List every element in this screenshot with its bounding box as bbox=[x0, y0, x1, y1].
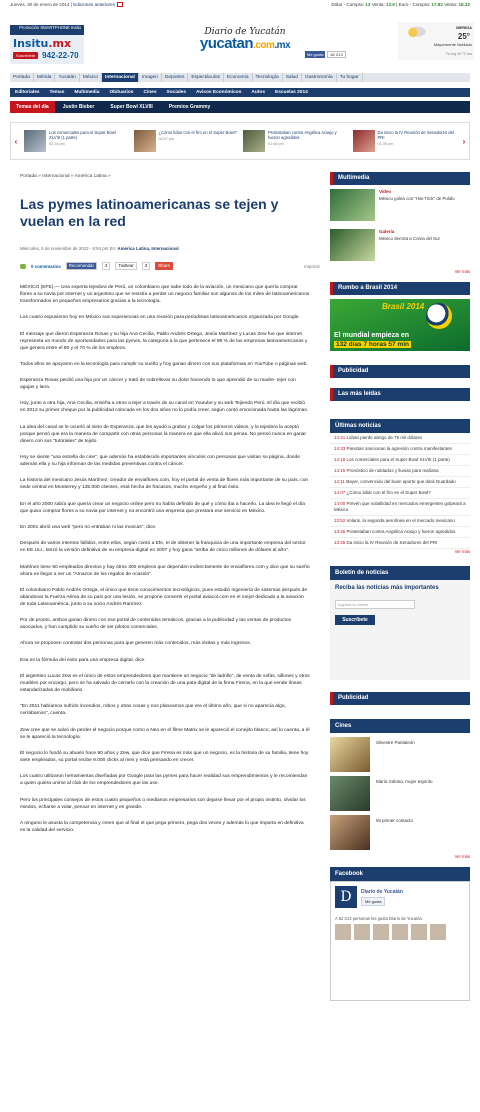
paragraph: La historia del mexicano Jesús Martínez, creador de enviaflores.com, hoy el portal de venta de flores más importante de su país, con sede central en Monterrey y 135.000 clientes, está hecha de fracasos, mucho empeño y al final éxito. bbox=[20, 478, 309, 491]
paragraph: Los cuatro expusieron hoy en México sus experiencias en una reunión para periodistas latinoamericanos organizada por Google. bbox=[20, 315, 300, 321]
calendar-icon[interactable] bbox=[117, 2, 123, 7]
story-item[interactable]: Los comerciales para el Super Bowl XLVIII (1 parte) 02:18 pm bbox=[21, 130, 131, 152]
list-item[interactable]: 14:18 Los comerciales para el Super Bowl XLVIII (1 parte) bbox=[330, 455, 470, 466]
brasil-header: Rumbo a Brasil 2014 bbox=[330, 282, 470, 295]
topic-link[interactable]: Premios Grammy bbox=[168, 104, 211, 110]
date-text: Jueves, 30 de enero de 2014 bbox=[10, 2, 70, 7]
multimedia-item[interactable]: Video México golea con "Hat-Trick" de Pulido bbox=[330, 189, 470, 221]
nav-deportes[interactable]: Deportes bbox=[162, 73, 188, 82]
facebook-like-count: 82 013 bbox=[327, 51, 345, 58]
share-button[interactable]: Share bbox=[155, 262, 173, 270]
topic-link[interactable]: Super Bowl XLVIII bbox=[110, 104, 153, 110]
nav-espectaculos[interactable]: Espectáculos bbox=[188, 73, 224, 82]
nav-merida[interactable]: Mérida bbox=[34, 73, 56, 82]
latest-news-list bbox=[330, 433, 470, 549]
paragraph: Martínez tiene 50 empleados directos y hay otros 300 empleos que dependen indirectamente de enviaflores.com y dice que su sueño ahora es llegar a ser un "Amazon de los regalos de ocasión". bbox=[20, 564, 310, 577]
story-item[interactable]: Protestaban contra Angélica Araujo y fueron agredidos 01:46 pm bbox=[240, 130, 350, 152]
nav-editoriales[interactable]: Editoriales bbox=[15, 90, 40, 95]
topics-bar bbox=[10, 101, 470, 113]
nav-avisos[interactable]: Avisos Económicos bbox=[195, 90, 242, 95]
facebook-like-button[interactable]: Me gusta bbox=[307, 52, 324, 57]
soccer-ball-icon bbox=[426, 303, 452, 329]
paragraph: Por de pronto, ambos ganan dinero con ese portal de contenidos temáticos, gracias a la publicidad y las ventas de productos asociados, y han cumplido su sueño de ser pilotos comerciales. bbox=[20, 618, 292, 631]
nav-imagen[interactable]: Imagen bbox=[139, 73, 162, 82]
paragraph: Hoy, junto a otra hija, Ana Cecilia, enseña a otros a tejer a través de su canal en Youtube y su web Tejiendo Perú. El día que recibió en 2012 su primer cheque por la publicidad colocada en los dos sitios no lo podía creer, según contó emocionada hasta las lágrimas. bbox=[20, 401, 309, 414]
weather-widget[interactable]: MERIDA 25° Mayormente Nublado Tu hoy 10 °C hrs bbox=[398, 22, 474, 60]
multimedia-thumbnail bbox=[330, 189, 375, 221]
article-headline: Las pymes latinoamericanas se tejen y vuelan en la red bbox=[20, 196, 279, 229]
email-field[interactable]: Ingresa tu correo bbox=[335, 600, 415, 609]
share-bar bbox=[20, 261, 320, 271]
paragraph: "En 2011 habíamos sufrido incendios, robos y otras cosas y nos planeamos que era el último año, que si no aparecía algo, cerrábamos", cuenta. bbox=[20, 704, 286, 717]
article-meta: Miércoles, 6 de noviembre de 2013 - 6:54 pm En: América Latina, Internacional bbox=[20, 246, 179, 251]
topic-link[interactable]: Justin Bieber bbox=[62, 104, 95, 110]
paragraph: El colombiano Pablo Andrés Ortega, el único que tiene conocimientos tecnológicos, pues estudió ingeniería de sistemas después de abandonar la Fuerza Aérea de su país por una lesión, se propone convertir el portal aviacol.com en el mejor dedicado a la aviación de toda Latinoamérica, junto a su socio Andrés Ramírez. bbox=[20, 587, 308, 607]
nav-mexico[interactable]: México bbox=[80, 73, 102, 82]
tweet-count: 3 bbox=[142, 262, 150, 270]
countdown: 132 días 7 horas 57 min bbox=[336, 341, 409, 348]
paragraph: Ahora se proponen contratar dos personas para que generen más contenidos, más visitas y más ingresos. bbox=[20, 641, 252, 647]
paragraph: El mensaje que dieron Esperanza Rosas y su hija Ana Cecilia, Pablo Andrés Ortega, Jesús Martínez y Lucas Zew fue que internet representa un mundo de oportunidades para las pymes, la categoría a la que pertenece el 99 % de las empresas latinoamericanas y que genera entre el 60 y el 70 % de los empleos. bbox=[20, 331, 308, 351]
paragraph: Esa es la fórmula del éxito para una empresa digital, dice. bbox=[20, 657, 146, 663]
nav-escuelas[interactable]: Escuelas 2014 bbox=[275, 90, 308, 95]
nav-tecnologia[interactable]: Tecnología bbox=[253, 73, 283, 82]
newsletter-header: Boletín de noticias bbox=[330, 566, 470, 580]
fan-avatars bbox=[335, 924, 465, 940]
paragraph: A ninguno le asusta la competencia y creen que al final el que pega primero, pega dos veces y además lo que importa en definitiva es la calidad del servicio. bbox=[20, 820, 304, 833]
cines-header: Cines bbox=[330, 719, 470, 733]
topics-label: Temas del día bbox=[10, 101, 55, 113]
movie-item[interactable]: Silvestre Pantaleón bbox=[330, 737, 470, 772]
facebook-like-button[interactable]: Me gusta bbox=[361, 897, 385, 906]
publicidad-header: Publicidad bbox=[330, 365, 470, 378]
nav-gastronomia[interactable]: Gastronomía bbox=[302, 73, 337, 82]
story-thumbnail bbox=[353, 130, 375, 152]
story-item[interactable]: Da inicio la IV Reunión de Senadores del PRI 01:35 pm bbox=[350, 130, 460, 152]
paragraph: En el año 2000 sabía que quería crear un negocio online pero no había definido de qué y cómo iba a hacerlo. La idea le llegó el día que quiso comprar flores a su novia por internet y no encontró una empresa que prestara ese servicio en México. bbox=[20, 501, 305, 514]
brasil-logo: Brasil 2014 bbox=[382, 302, 425, 311]
paragraph: Después de varios intentos fallidos, entre ellos, según contó a Efe, el de obtener la franquicia de una importante empresa del sector en EE.UU., lanzó la versión definitiva de su empresa digital en 2007 y hoy gana "arriba de cinco millones de dólares al año". bbox=[20, 541, 306, 554]
article-body bbox=[20, 284, 310, 843]
comment-icon bbox=[20, 264, 26, 269]
insitu-subscribe-button[interactable]: Suscríbete bbox=[13, 52, 38, 59]
nav-temas[interactable]: Temas bbox=[49, 90, 65, 95]
story-thumbnail bbox=[24, 130, 46, 152]
publicidad2-header: Publicidad bbox=[330, 692, 470, 705]
facebook-count: 3 bbox=[102, 262, 110, 270]
subscribe-button[interactable]: Suscríbete bbox=[335, 615, 375, 625]
list-item[interactable]: 14:00 Prevén que volatilidad en mercados emergentes golpeará a México bbox=[330, 499, 470, 516]
paragraph: En 2001 abrió una web "pero no entraban ni las moscas", dice. bbox=[20, 524, 157, 530]
paragraph: Pero los principales consejos de estos cuatro pequeños o medianos empresarios son dejarse llevar por el propio instinto, olvidar los miedos, echarse a volar, pensar en internet y en grande. bbox=[20, 797, 306, 810]
list-item[interactable]: 14:11 Bayer, convencido del buen aporte que dará Guardado bbox=[330, 477, 470, 488]
list-item[interactable]: 14:41 Lohan pierde abrigo de 75 mil dólares bbox=[330, 433, 470, 444]
nav-portada[interactable]: Portada bbox=[10, 73, 34, 82]
secondary-nav bbox=[10, 88, 470, 97]
carousel-prev-icon[interactable]: ‹ bbox=[14, 136, 18, 146]
most-read-header[interactable]: Las más leídas bbox=[330, 388, 470, 401]
cloudy-weather-icon bbox=[404, 24, 426, 38]
article-categories[interactable]: América Latina, Internacional bbox=[117, 246, 179, 251]
nav-economia[interactable]: Economía bbox=[224, 73, 253, 82]
nav-salud[interactable]: Salud bbox=[283, 73, 302, 82]
breadcrumb[interactable]: Portada » Internacional » América Latina » bbox=[20, 174, 111, 179]
nav-obituarios[interactable]: Obituarios bbox=[109, 90, 134, 95]
paragraph: Esperanza Rosas perdió una hija por un cáncer y trató de sobrellevar su dolor haciendo lo que aprendió de su madre- tejer con agujas y lana. bbox=[20, 378, 296, 391]
paragraph: El negocio lo fundó su abuelo hace 90 años y Zew, que dice que Firena es más que un negocio, es la historia de su familia, tiene hoy siete empleados, su portal recibe 9.000 clicks al mes y está pensando en crecer. bbox=[20, 750, 309, 763]
dy-logo-icon: D bbox=[335, 886, 357, 908]
list-item[interactable]: 13:35 Da inicio la IV Reunión de Senadores del PRI bbox=[330, 538, 470, 549]
nav-internacional[interactable]: Internacional bbox=[102, 73, 139, 82]
brasil-countdown-banner[interactable]: Brasil 2014 El mundial empieza en 132 días 7 horas 57 min bbox=[330, 299, 470, 351]
story-carousel bbox=[10, 122, 470, 160]
insitu-logo: Insitu.mx bbox=[13, 37, 72, 50]
multimedia-item[interactable]: Galería México derrota a Corea del Sur bbox=[330, 229, 470, 261]
main-nav bbox=[10, 73, 470, 82]
movie-item[interactable]: María Sabina, mujer espíritu bbox=[330, 776, 470, 811]
latest-more-link[interactable]: Ver más bbox=[454, 549, 470, 554]
movie-item[interactable]: Mi primer contacto bbox=[330, 815, 470, 850]
story-item[interactable]: ¿Cómo lidiar con el frío en el Super Bowl? 02:07 pm bbox=[131, 130, 241, 152]
paragraph: Zew cree que se salvó de perder el negocio porque como a Neo en el filme Matrix se le apareció el conejito blanco, así lo cuenta, a él se le apareció la tecnología. bbox=[20, 727, 310, 740]
multimedia-more-link[interactable]: Ver más bbox=[454, 269, 470, 274]
paragraph: Hoy se siente "una estrella de cine", que además ha establecido importantes vínculos con personas que visitan su página, donde además ella y su hija informan de las medidas preventivas contra el cáncer. bbox=[20, 455, 300, 468]
multimedia-header: Multimedia bbox=[330, 172, 470, 185]
insitu-phone: 942-22-70 bbox=[42, 51, 79, 60]
top-bar bbox=[0, 0, 480, 10]
currency-rates: Dólar - Compra: 13 Venta: 13.6 | Euro - Compra: 17.82 Venta: 18.32 bbox=[331, 2, 470, 7]
nav-autos[interactable]: Autos bbox=[251, 90, 265, 95]
paragraph: MÉXICO (EFE).— Una experta tejedora de Perú, un colombiano que sabe todo de la aviación, un mexicano que quería comprar flores a su novia por internet y un argentino que se resistía a perder un negocio familiar son algunos de los miles de latinoamericanos transformados en pequeños empresarios gracias a la tecnología. bbox=[20, 285, 310, 304]
insitu-promo: Promoción SMARTPHONE Insitu bbox=[10, 25, 84, 35]
list-item[interactable]: 14:33 Panistas sancionan la agresión contra manifestantes bbox=[330, 444, 470, 455]
site-logo[interactable]: Diario de Yucatán yucatan.com.mx Me gusta 82 013 bbox=[180, 27, 310, 53]
list-item[interactable]: 13:52 Volaris, la segunda aerolínea en el mercado mexicano bbox=[330, 516, 470, 527]
list-item[interactable]: 13:46 Protestaban contra Angélica Araujo y fueron agredidos bbox=[330, 527, 470, 538]
insitu-banner[interactable] bbox=[10, 25, 84, 64]
nav-sociales[interactable]: Sociales bbox=[166, 90, 186, 95]
facebook-header: Facebook bbox=[330, 867, 470, 881]
paragraph: Todos ellos se apoyaron en la tecnología para cumplir su sueño y hoy ganan dinero con sus plataformas en YouTube o páginas web. bbox=[20, 361, 308, 367]
multimedia-thumbnail bbox=[330, 229, 375, 261]
nav-tu-hogar[interactable]: Tu hogar bbox=[337, 73, 363, 82]
nav-cines[interactable]: Cines bbox=[143, 90, 157, 95]
nav-yucatan[interactable]: Yucatán bbox=[55, 73, 79, 82]
nav-multimedia[interactable]: Multimedia bbox=[74, 90, 100, 95]
movie-poster bbox=[330, 815, 370, 850]
newsletter-form: Reciba las noticias más importantes Ingresa tu correo Suscríbete bbox=[330, 580, 470, 680]
print-link[interactable]: Imprimir bbox=[304, 263, 320, 269]
list-item[interactable]: 14:15 Pronóstico de nublados y lluvias para mañana bbox=[330, 466, 470, 477]
story-thumbnail bbox=[243, 130, 265, 152]
editions-link[interactable]: | Ediciones anteriores bbox=[70, 2, 115, 7]
tweet-button[interactable]: Twittear bbox=[115, 262, 136, 270]
movie-poster bbox=[330, 776, 370, 811]
comments-link[interactable]: 0 comentarios bbox=[31, 263, 61, 269]
paragraph: El argentino Lucas Zew es el único de estos emprendedores que mantiene un negocio "de ladrillo", de venta de sofás, sillones y otros muebles por encargo, pero se ha salvado de cerrarlo con la creación de una pata digital de la firma Firena, en la que vende líneas estandarizadas de mobiliario. bbox=[20, 674, 310, 694]
story-thumbnail bbox=[134, 130, 156, 152]
cines-more-link[interactable]: Ver más bbox=[454, 854, 470, 859]
list-item[interactable]: 14:07 ¿Cómo lidiar con el frío en el Super Bowl? bbox=[330, 488, 470, 499]
latest-news-header: Últimas noticias bbox=[330, 419, 470, 433]
paragraph: La idea del canal se le ocurrió al nieto de Esperanza, que les ayudó a grabar y colgar los primeros videos, y la tejedora la aceptó porque pensó que era la manera de compartir con otras personas la manera en que ella alivió sus penas. No pensó nunca en ganar dinero con sus "tutoriales" de tejido. bbox=[20, 424, 307, 444]
facebook-widget: D Diario de Yucatán Me gusta A 82 013 personas les gusta Diario de Yucatán. bbox=[330, 881, 470, 1001]
carousel-next-icon[interactable]: › bbox=[462, 136, 466, 146]
movie-poster bbox=[330, 737, 370, 772]
sidebar bbox=[330, 172, 470, 1001]
facebook-recommend-button[interactable]: Recomendar bbox=[66, 262, 97, 270]
paragraph: Los cuatro utilizaron herramientas diseñadas por Google para las pymes para hacer realidad sus emprendimientos y le recomiendan a quien quiera unirse al club de los emprendedores que las use. bbox=[20, 774, 308, 787]
